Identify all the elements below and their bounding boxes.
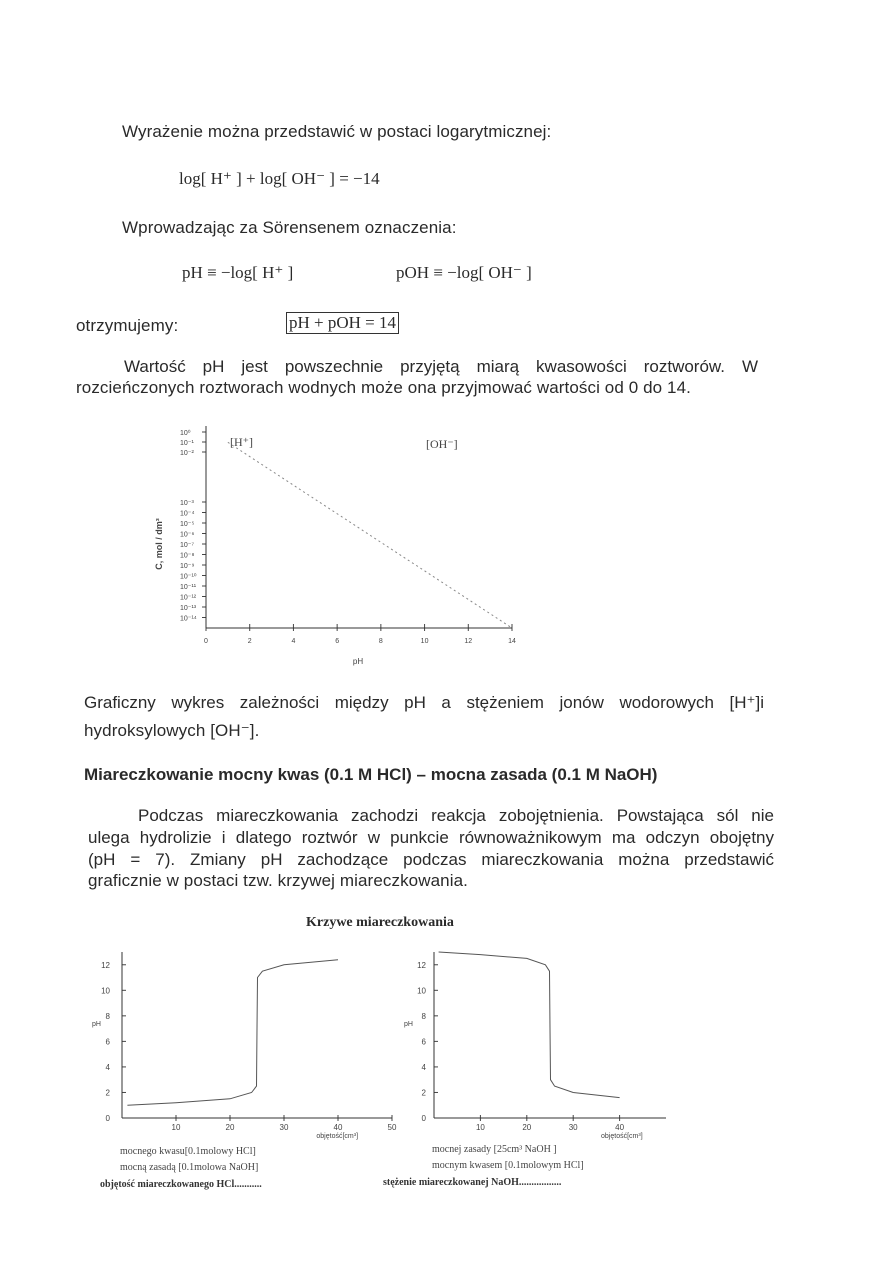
x-tick-label: 50 [387,1123,397,1132]
x-tick-label: 8 [378,638,383,645]
y-tick-label: 2 [421,1088,426,1098]
x-tick-label: 20 [522,1123,532,1132]
legend-h-ion: [H⁺] [230,435,253,449]
y-tick-label: 12 [101,960,110,970]
acid-titration-chart [80,940,410,1140]
y-tick-label: 10 [417,986,426,996]
titration-curves-title: Krzywe miareczkowania [306,915,454,930]
x-tick-label: 10 [475,1123,485,1132]
base-titration-chart [387,940,690,1140]
x-tick-label: 2 [247,638,252,645]
x-tick-label: 40 [615,1123,625,1132]
y-tick-label: 10⁻¹⁰ [180,573,197,581]
ph-paragraph-line-1: Wartość pH jest powszechnie przyjętą miarą kwasowości roztworów. W [124,357,758,376]
y-tick-label: 10⁻¹⁴ [180,615,197,623]
ph-paragraph-line-2: rozcieńczonych roztworach wodnych może ona przyjmować wartości od 0 do 14. [76,378,691,397]
base-titration-curve [439,952,620,1098]
x-axis-label: pH [352,657,364,666]
y-axis-label: pH [404,1021,413,1029]
x-axis-label: objętość[cm³] [316,1133,359,1140]
x-tick-label: 14 [508,638,516,645]
legend-oh-ion: [OH⁻] [426,437,458,451]
y-tick-label: 2 [105,1088,110,1098]
y-tick-label: 6 [105,1037,110,1047]
oh-concentration-line [228,442,512,628]
titration-paragraph-line-1: Podczas miareczkowania zachodzi reakcja zobojętnienia. Powstająca sól nie [138,806,774,825]
chart-caption-line-2: hydroksylowych [OH⁻]. [84,721,260,740]
intro-log-text: Wyrażenie można przedstawić w postaci logarytmicznej: [122,122,552,141]
result-formula-box: pH + pOH = 14 [286,312,399,334]
left-curve-caption-1: mocnego kwasu[0.1molowy HCl] [120,1146,256,1157]
x-tick-label: 12 [464,638,473,645]
x-tick-label: 30 [568,1123,578,1132]
x-tick-label: 30 [279,1123,289,1132]
chart-caption-line-1: Graficzny wykres zależności między pH a stężeniem jonów wodorowych [H⁺]i [84,693,764,712]
titration-paragraph-line-3: (pH = 7). Zmiany pH zachodzące podczas miareczkowania można przedstawić [88,850,774,869]
y-tick-label: 10⁰ [180,430,191,437]
y-axis-label: C, mol / dm³ [154,518,164,570]
left-curve-caption-2: mocną zasadą [0.1molowa NaOH] [120,1162,259,1173]
y-tick-label: 0 [421,1114,426,1123]
y-tick-label: 6 [421,1037,426,1047]
acid-titration-curve [127,960,338,1105]
section-heading: Miareczkowanie mocny kwas (0.1 M HCl) – mocna zasada (0.1 M NaOH) [84,765,658,784]
y-tick-label: 10⁻⁵ [180,521,195,528]
y-tick-label: 8 [105,1011,110,1021]
right-curve-caption-1: mocnej zasady [25cm³ NaOH ] [432,1144,557,1155]
y-tick-label: 8 [421,1011,426,1021]
y-tick-label: 10⁻⁶ [180,531,195,539]
result-label: otrzymujemy: [76,316,179,335]
x-axis-ticks [204,624,516,645]
titration-paragraph-line-4: graficznie w postaci tzw. krzywej miareczkowania. [88,871,468,890]
titration-paragraph-line-2: ulega hydrolizie i dlatego roztwór w punkcie równoważnikowym ma odczyn obojętny [88,828,774,847]
formula-log: log[ H⁺ ] + log[ OH⁻ ] = −14 [179,169,380,188]
x-tick-label: 0 [204,638,208,645]
y-tick-label: 0 [105,1114,110,1123]
y-tick-label: 10⁻² [180,450,194,457]
y-tick-label: 10⁻⁹ [180,563,195,570]
y-tick-label: 10⁻¹³ [180,605,197,612]
y-tick-label: 10⁻¹² [180,594,197,602]
x-tick-label: 4 [291,638,296,645]
y-tick-label: 10⁻⁸ [180,552,195,560]
y-axis-label: pH [92,1021,101,1029]
right-curve-caption-3: stężenie miareczkowanej NaOH................. [383,1177,562,1188]
intro-sorensen-text: Wprowadzając za Sörensenem oznaczenia: [122,218,457,237]
x-tick-label: 10 [420,638,429,645]
definition-ph: pH ≡ −log[ H⁺ ] [182,263,294,282]
y-tick-label: 10⁻⁴ [180,510,195,518]
y-tick-label: 12 [417,960,426,970]
y-tick-label: 10⁻⁷ [180,542,195,549]
y-tick-label: 10⁻¹ [180,440,194,447]
y-axis-ticks [417,961,438,1123]
x-tick-label: 20 [225,1123,235,1132]
y-tick-label: 4 [105,1062,110,1072]
x-axis-label: objętość[cm³] [601,1133,643,1140]
y-tick-label: 4 [421,1062,426,1072]
definition-poh: pOH ≡ −log[ OH⁻ ] [396,263,532,282]
y-tick-label: 10⁻³ [180,500,194,507]
x-tick-label: 6 [335,638,340,645]
x-tick-label: 40 [333,1123,343,1132]
y-axis-ticks [180,429,206,623]
x-tick-label: 10 [171,1123,181,1132]
concentration-ph-chart [140,418,540,678]
y-tick-label: 10 [101,986,110,996]
y-tick-label: 10⁻¹¹ [180,584,197,591]
right-curve-caption-2: mocnym kwasem [0.1molowym HCl] [432,1160,584,1171]
left-curve-caption-3: objętość miareczkowanego HCl........... [100,1179,262,1190]
